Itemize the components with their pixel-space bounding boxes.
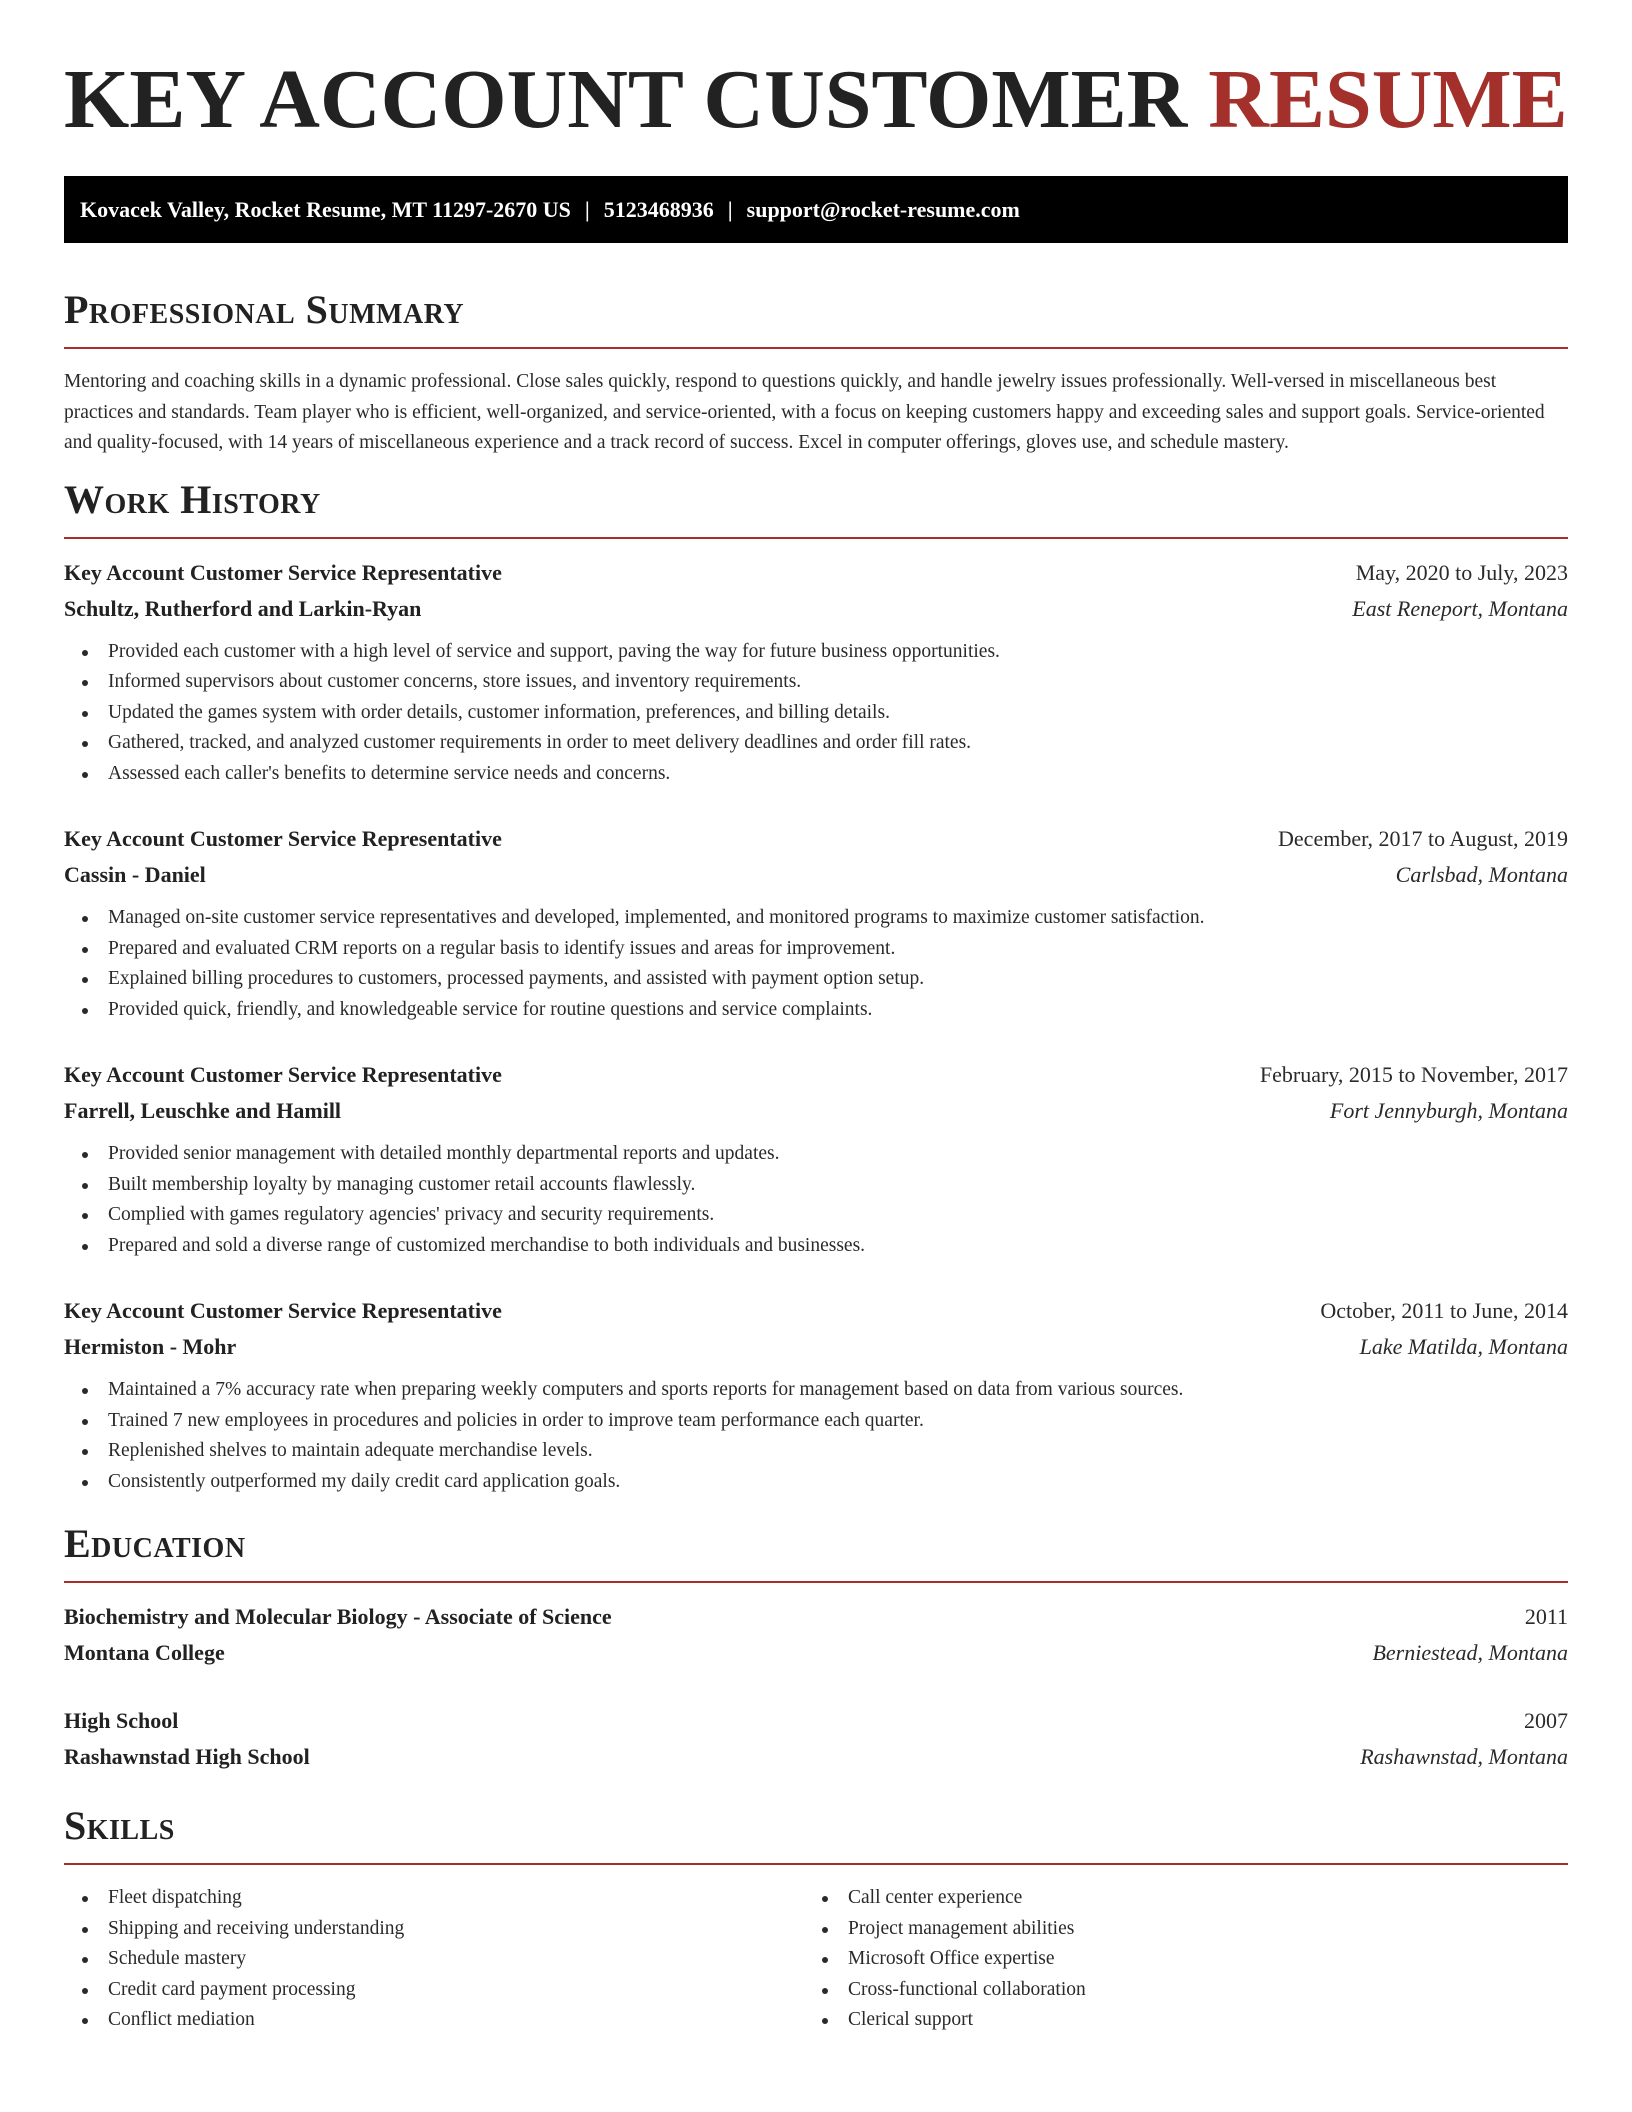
job-company: Schultz, Rutherford and Larkin-Ryan <box>64 595 422 621</box>
job-title: Key Account Customer Service Representative <box>64 1298 502 1323</box>
job-bullet: Provided each customer with a high level of service and support, paving the way for future business opportunities. <box>64 637 1568 668</box>
contact-email[interactable]: support@rocket-resume.com <box>746 197 1020 222</box>
job-header-row <box>64 555 1568 591</box>
skill-item: Call center experience <box>804 1883 1544 1914</box>
skills-column-left <box>64 1883 804 2036</box>
job-location: Lake Matilda, Montana <box>1359 1334 1568 1359</box>
job-bullets <box>64 1139 1568 1261</box>
job-bullet: Provided quick, friendly, and knowledgeable service for routine questions and service complaints. <box>64 995 1568 1026</box>
job-bullet: Complied with games regulatory agencies' privacy and security requirements. <box>64 1200 1568 1231</box>
job-bullet: Explained billing procedures to customers, processed payments, and assisted with payment option setup. <box>64 964 1568 995</box>
job-bullet: Replenished shelves to maintain adequate merchandise levels. <box>64 1436 1568 1467</box>
job-bullet: Prepared and evaluated CRM reports on a regular basis to identify issues and areas for improvement. <box>64 934 1568 965</box>
education-school-row <box>64 1739 1568 1775</box>
education-heading: Education <box>64 1521 246 1566</box>
job-bullet: Consistently outperformed my daily credit card application goals. <box>64 1467 1568 1498</box>
education-entry <box>64 1599 1568 1671</box>
job-bullets <box>64 1375 1568 1497</box>
contact-phone[interactable]: 5123468936 <box>603 197 714 222</box>
job-header-row <box>64 821 1568 857</box>
skill-item: Conflict mediation <box>64 2005 804 2036</box>
education-section <box>64 1521 1568 1775</box>
education-year: 2007 <box>1524 1708 1568 1733</box>
job-location: Carlsbad, Montana <box>1395 862 1568 887</box>
contact-separator: | <box>584 197 590 222</box>
education-degree-row <box>64 1703 1568 1739</box>
section-divider <box>64 537 1568 539</box>
work-history-section <box>64 477 1568 1498</box>
job-header-row <box>64 1293 1568 1329</box>
job-header-row <box>64 1057 1568 1093</box>
summary-section <box>64 287 1568 459</box>
section-divider <box>64 1581 1568 1583</box>
resume-title-main: KEY ACCOUNT CUSTOMER <box>64 53 1188 146</box>
job-bullet: Updated the games system with order details, customer information, preferences, and billing details. <box>64 698 1568 729</box>
job-bullet: Provided senior management with detailed monthly departmental reports and updates. <box>64 1139 1568 1170</box>
job-location: Fort Jennyburgh, Montana <box>1329 1098 1568 1123</box>
skills-grid <box>64 1883 1568 2036</box>
skill-item: Fleet dispatching <box>64 1883 804 1914</box>
education-degree-row <box>64 1599 1568 1635</box>
skill-item: Schedule mastery <box>64 1944 804 1975</box>
job-entry <box>64 555 1568 790</box>
job-company: Hermiston - Mohr <box>64 1334 237 1359</box>
job-bullet: Managed on-site customer service representatives and developed, implemented, and monitored programs to maximize customer satisfaction. <box>64 903 1568 934</box>
contact-bar <box>64 176 1568 243</box>
education-year: 2011 <box>1524 1604 1568 1629</box>
resume-title-accent: RESUME <box>1208 53 1568 146</box>
education-school: Rashawnstad High School <box>64 1744 310 1769</box>
work-history-heading: Work History <box>64 476 321 522</box>
skill-item: Shipping and receiving understanding <box>64 1914 804 1945</box>
job-bullet: Built membership loyalty by managing customer retail accounts flawlessly. <box>64 1170 1568 1201</box>
job-bullet: Prepared and sold a diverse range of customized merchandise to both individuals and businesses. <box>64 1231 1568 1262</box>
job-company-row <box>64 1093 1568 1129</box>
skills-section <box>64 1803 1568 2036</box>
skills-column-right <box>804 1883 1544 2036</box>
job-company-row <box>64 1329 1568 1365</box>
job-bullet: Maintained a 7% accuracy rate when preparing weekly computers and sports reports for management based on data from various sources. <box>64 1375 1568 1406</box>
resume-page <box>64 0 1568 2036</box>
job-company: Cassin - Daniel <box>64 862 206 887</box>
education-degree: Biochemistry and Molecular Biology - Associate of Science <box>64 1604 612 1629</box>
job-title: Key Account Customer Service Representative <box>64 1062 502 1087</box>
resume-title <box>64 0 1568 148</box>
job-company-row <box>64 591 1568 627</box>
job-location: East Reneport, Montana <box>1352 595 1568 621</box>
job-title: Key Account Customer Service Representative <box>64 826 502 851</box>
contact-address: Kovacek Valley, Rocket Resume, MT 11297-2670 US <box>80 197 571 222</box>
job-entry <box>64 1057 1568 1261</box>
education-entry <box>64 1703 1568 1775</box>
education-school: Montana College <box>64 1640 225 1665</box>
skill-item: Microsoft Office expertise <box>804 1944 1544 1975</box>
section-divider <box>64 1863 1568 1865</box>
job-bullet: Assessed each caller's benefits to determine service needs and concerns. <box>64 759 1568 790</box>
job-entry <box>64 821 1568 1025</box>
education-location: Berniestead, Montana <box>1372 1640 1568 1665</box>
job-bullet: Informed supervisors about customer concerns, store issues, and inventory requirements. <box>64 667 1568 698</box>
job-bullet: Gathered, tracked, and analyzed customer requirements in order to meet delivery deadlines and order fill rates. <box>64 728 1568 759</box>
job-dates: May, 2020 to July, 2023 <box>1355 559 1568 585</box>
job-dates: October, 2011 to June, 2014 <box>1320 1298 1568 1323</box>
job-company-row <box>64 857 1568 893</box>
job-entry <box>64 1293 1568 1497</box>
summary-text: Mentoring and coaching skills in a dynamic professional. Close sales quickly, respond to questions quickly, and handle jewelry issues professionally. Well-versed in miscellaneous best practices and standards. Team player who is efficient, well-organized, and service-oriented, with a focus on keeping customers happy and exceeding sales and support goals. Service-oriented and quality-focused, with 14 years of miscellaneous experience and a track record of success. Excel in computer offerings, gloves use, and schedule mastery. <box>64 371 1545 453</box>
skills-heading: Skills <box>64 1803 175 1848</box>
education-school-row <box>64 1635 1568 1671</box>
job-company: Farrell, Leuschke and Hamill <box>64 1098 342 1123</box>
skill-item: Project management abilities <box>804 1914 1544 1945</box>
summary-heading: Professional Summary <box>64 287 465 332</box>
job-bullets <box>64 903 1568 1025</box>
job-dates: December, 2017 to August, 2019 <box>1278 826 1568 851</box>
job-title: Key Account Customer Service Representative <box>64 559 502 585</box>
skill-item: Cross-functional collaboration <box>804 1975 1544 2006</box>
job-dates: February, 2015 to November, 2017 <box>1259 1062 1568 1087</box>
skill-item: Clerical support <box>804 2005 1544 2036</box>
job-bullets <box>64 637 1568 790</box>
contact-separator: | <box>727 197 733 222</box>
education-location: Rashawnstad, Montana <box>1360 1744 1568 1769</box>
section-divider <box>64 347 1568 349</box>
education-degree: High School <box>64 1708 179 1733</box>
skill-item: Credit card payment processing <box>64 1975 804 2006</box>
job-bullet: Trained 7 new employees in procedures and policies in order to improve team performance each quarter. <box>64 1406 1568 1437</box>
